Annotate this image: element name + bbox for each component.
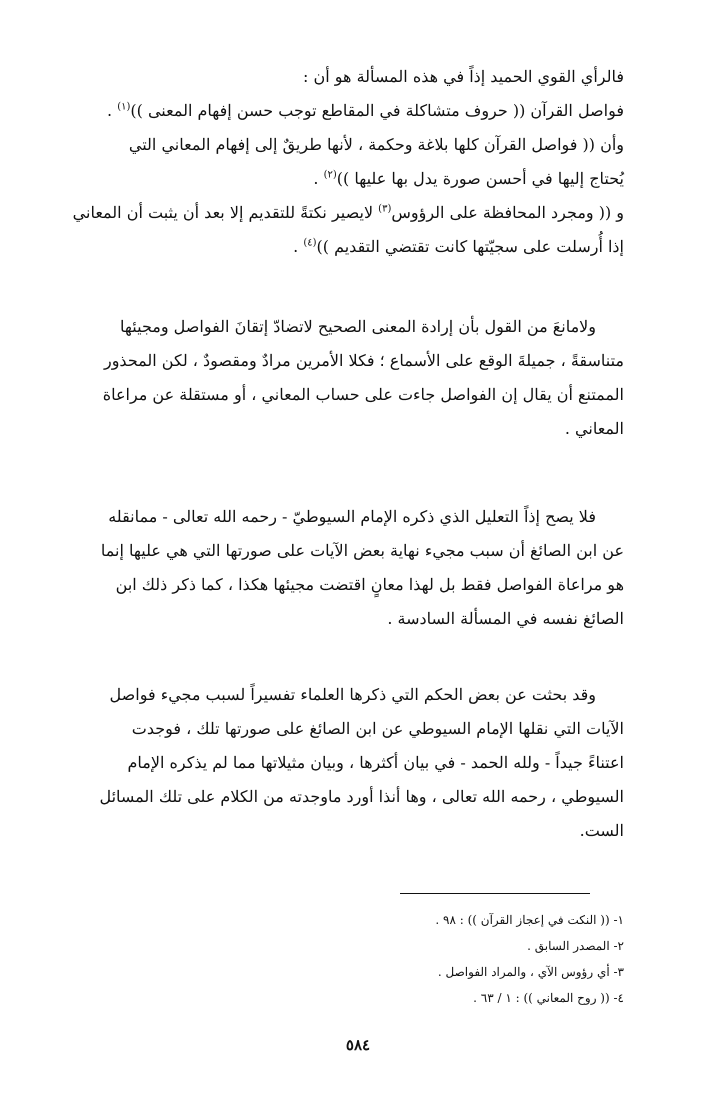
text-line: السيوطي ، رحمه الله تعالى ، وها أنذا أورد ماوجدته من الكلام على تلك المسائل: [99, 787, 624, 806]
text-line: عن ابن الصائغ أن سبب مجيء نهاية بعض الآيات على صورتها التي هي عليها إنما: [100, 541, 624, 560]
paragraph-conclusion: [72, 60, 624, 264]
text-segment: إذا أُرسلت على سجيّتها كانت تقتضي التقديم )): [316, 237, 624, 256]
footnote-ref-1: (١): [117, 101, 131, 113]
footnote-2: ٢- المصدر السابق .: [527, 939, 624, 953]
paragraph-suyuti-reasoning: [100, 500, 624, 636]
text-line: الممتنع أن يقال إن الفواصل جاءت على حساب المعاني ، أو مستقلة عن مراعاة: [102, 385, 624, 404]
text-segment: .: [313, 169, 324, 188]
footnote-ref-3: (٣): [378, 203, 392, 215]
text-line: الست.: [579, 821, 624, 840]
text-segment: يُحتاج إليها في أحسن صورة يدل بها عليها )): [336, 169, 624, 188]
text-line: [72, 196, 624, 230]
text-line: [104, 94, 624, 128]
text-line: اعتناءً جيداً - ولله الحمد - في بيان أكثرها ، وبيان مثيلاتها مما لم يذكره الإمام: [127, 753, 624, 772]
text-line: المعاني .: [564, 419, 624, 438]
text-segment: .: [107, 101, 118, 120]
text-line: وقد بحثت عن بعض الحكم التي ذكرها العلماء تفسيراً لسبب مجيء فواصل: [109, 685, 596, 704]
text-line: الصائغ نفسه في المسألة السادسة .: [387, 609, 624, 628]
footnote-3: ٣- أي رؤوس الآي ، والمراد الفواصل .: [437, 965, 624, 979]
footnote-ref-4: (٤): [303, 237, 317, 249]
footnote-divider: [400, 893, 590, 894]
footnote-ref-2: (٢): [323, 169, 337, 181]
footnotes: [104, 907, 624, 1011]
text-line: [104, 230, 624, 264]
text-segment: لايصير نكتةً للتقديم إلا بعد أن يثبت أن المعاني: [72, 203, 379, 222]
text-segment: .: [293, 237, 304, 256]
text-segment: و (( ومجرد المحافظة على الرؤوس: [391, 203, 624, 222]
text-line: متناسقةً ، جميلةَ الوقع على الأسماع ؛ فكلا الأمرين مرادٌ ومقصودٌ ، لكن المحذور: [103, 351, 624, 370]
text-line: وأن (( فواصل القرآن كلها بلاغة وحكمة ، لأنها طريقٌ إلى إفهام المعاني التي: [128, 135, 624, 154]
footnote-1: ١- (( النكت في إعجاز القرآن )) : ٩٨ .: [435, 913, 624, 927]
page-number: ٥٨٤: [345, 1036, 371, 1054]
text-line: فالرأي القوي الحميد إذاً في هذه المسألة هو أن :: [303, 67, 624, 86]
text-line: الآيات التي نقلها الإمام السيوطي عن ابن الصائغ على صورتها تلك ، فوجدت: [131, 719, 624, 738]
text-line: فلا يصح إذاً التعليل الذي ذكره الإمام السيوطيّ - رحمه الله تعالى - ممانقله: [108, 507, 596, 526]
paragraph-research: [99, 678, 624, 848]
text-segment: فواصل القرآن (( حروف متشاكلة في المقاطع توجب حسن إفهام المعنى )): [130, 101, 624, 120]
footnote-4: ٤- (( روح المعاني )) : ١ / ٦٣ .: [473, 991, 624, 1005]
text-line: ولامانعَ من القول بأن إرادة المعنى الصحيح لاتضادّ إتقانَ الفواصل ومجيئها: [120, 317, 596, 336]
text-line: هو مراعاة الفواصل فقط بل لهذا معانٍ اقتضت مجيئها هكذا ، كما ذكر ذلك ابن: [115, 575, 624, 594]
paragraph-no-objection: [104, 310, 624, 446]
text-line: [104, 162, 624, 196]
